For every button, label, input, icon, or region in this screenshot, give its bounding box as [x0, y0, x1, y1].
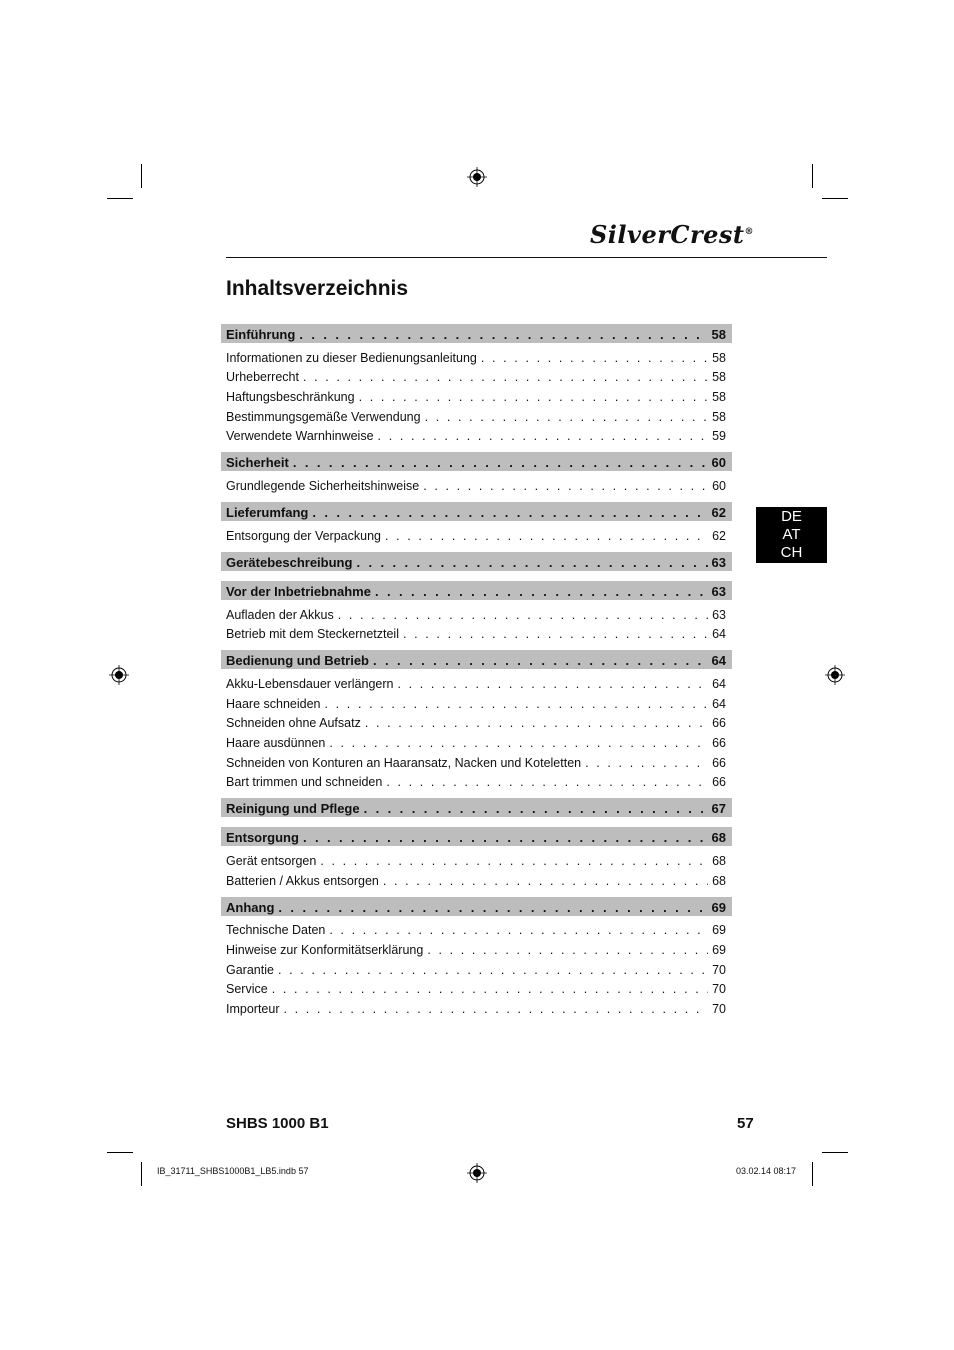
toc-entry[interactable] — [221, 868, 732, 888]
toc-section-title: Einführung — [226, 327, 296, 342]
leader-dots — [278, 963, 708, 977]
toc-entry-label: Batterien / Akkus entsorgen — [226, 873, 379, 888]
toc-entry[interactable] — [221, 523, 732, 543]
leader-dots — [365, 716, 708, 730]
toc-entry[interactable] — [221, 918, 732, 938]
toc-section-title: Entsorgung — [226, 830, 299, 846]
registration-mark-icon — [467, 167, 487, 187]
footer-model: SHBS 1000 B1 — [226, 1115, 329, 1132]
toc-section-heading[interactable] — [221, 552, 732, 571]
toc-entry-page: 58 — [712, 350, 726, 365]
toc-entry[interactable] — [221, 404, 732, 424]
language-code: CH — [780, 544, 803, 561]
toc-section-page: 63 — [711, 583, 726, 599]
toc-entry-page: 66 — [712, 755, 726, 770]
leader-dots — [423, 479, 708, 493]
page-title: Inhaltsverzeichnis — [226, 277, 409, 300]
toc-section — [221, 324, 732, 452]
toc-entry-page: 64 — [712, 696, 726, 711]
toc-section-heading[interactable] — [221, 452, 732, 471]
toc-entry-page: 64 — [712, 627, 726, 642]
toc-entry-page: 70 — [712, 1002, 726, 1017]
toc-section-heading[interactable] — [221, 798, 732, 817]
leader-dots — [325, 697, 708, 711]
leader-dots — [329, 923, 708, 937]
toc-section — [221, 581, 732, 650]
toc-entry[interactable] — [221, 730, 732, 750]
registered-mark: ® — [744, 227, 754, 237]
toc-entry[interactable] — [221, 977, 732, 997]
toc-section-page: 67 — [711, 801, 726, 817]
toc-section — [221, 897, 732, 1025]
leader-dots — [272, 982, 708, 996]
leader-dots — [284, 1002, 709, 1016]
toc-entry-label: Haare ausdünnen — [226, 735, 326, 750]
leader-dots — [383, 874, 708, 888]
toc-entry[interactable] — [221, 671, 732, 691]
toc-entry-page: 66 — [712, 735, 726, 750]
toc-entry-page: 66 — [712, 716, 726, 731]
toc-entry-page: 64 — [712, 676, 726, 691]
toc-section-title: Lieferumfang — [226, 505, 309, 521]
crop-mark — [141, 1162, 142, 1186]
toc-entry[interactable] — [221, 602, 732, 622]
brand-name: SilverCrest — [589, 220, 745, 249]
leader-dots — [356, 555, 707, 570]
toc-entry-page: 70 — [712, 982, 726, 997]
toc-section — [221, 552, 732, 581]
toc-entry-label: Service — [226, 982, 268, 997]
toc-entry-label: Informationen zu dieser Bedienungsanleitung — [226, 350, 477, 365]
toc-entry-label: Bestimmungsgemäße Verwendung — [226, 409, 421, 424]
leader-dots — [481, 351, 708, 365]
toc-entry-page: 70 — [712, 962, 726, 977]
toc-entry-label: Gerät entsorgen — [226, 854, 317, 868]
leader-dots — [378, 429, 708, 443]
toc-entry-page: 68 — [712, 854, 726, 868]
print-slug-date: 03.02.14 08:17 — [736, 1166, 797, 1176]
leader-dots — [312, 505, 707, 520]
leader-dots — [293, 455, 708, 470]
registration-mark-icon — [467, 1163, 487, 1183]
toc-entry[interactable] — [221, 365, 732, 385]
leader-dots — [303, 830, 708, 845]
toc-entry[interactable] — [221, 384, 732, 404]
leader-dots — [338, 608, 708, 622]
toc-entry-label: Betrieb mit dem Steckernetzteil — [226, 627, 399, 642]
toc-entry-page: 62 — [712, 528, 726, 543]
toc-section — [221, 502, 732, 552]
leader-dots — [375, 584, 708, 599]
toc-entry-page: 68 — [712, 873, 726, 888]
toc-entry-label: Hinweise zur Konformitätserklärung — [226, 943, 424, 958]
toc-section-page: 62 — [711, 505, 726, 521]
toc-entry-label: Haftungsbeschränkung — [226, 390, 355, 405]
crop-mark — [107, 1152, 133, 1153]
toc-section-heading[interactable] — [221, 502, 732, 521]
toc-entry-label: Entsorgung der Verpackung — [226, 528, 381, 543]
toc-section-title: Sicherheit — [226, 455, 289, 471]
toc-entry-label: Urheberrecht — [226, 370, 299, 385]
toc-entry[interactable] — [221, 691, 732, 711]
toc-entry-label: Bart trimmen und schneiden — [226, 775, 383, 790]
crop-mark — [822, 1152, 848, 1153]
leader-dots — [403, 627, 708, 641]
toc-entry-page: 69 — [712, 943, 726, 958]
page-number: 57 — [737, 1115, 754, 1132]
toc-entry-page: 58 — [712, 409, 726, 424]
toc-section — [221, 452, 732, 502]
toc-entry-label: Importeur — [226, 1002, 280, 1017]
toc-entry-page: 63 — [712, 607, 726, 622]
toc-section-heading[interactable] — [221, 650, 732, 669]
toc-section-title: Gerätebeschreibung — [226, 554, 353, 570]
toc-entry-label: Garantie — [226, 962, 274, 977]
leader-dots — [278, 900, 707, 915]
crop-mark — [107, 198, 133, 199]
toc-entry[interactable] — [221, 622, 732, 642]
registration-mark-icon — [109, 665, 129, 685]
leader-dots — [425, 410, 708, 424]
toc-entry-page: 69 — [712, 923, 726, 938]
toc-entry-page: 60 — [712, 479, 726, 494]
toc-entry[interactable] — [221, 848, 732, 868]
crop-mark — [822, 198, 848, 199]
toc-entry[interactable] — [221, 770, 732, 790]
toc-entry-label: Schneiden von Konturen an Haaransatz, Nacken und Koteletten — [226, 755, 582, 770]
toc-section-page: 68 — [711, 830, 726, 846]
toc-section — [221, 650, 732, 798]
leader-dots — [359, 390, 708, 404]
toc-entry[interactable] — [221, 345, 732, 365]
toc-section — [221, 798, 732, 827]
leader-dots — [329, 736, 708, 750]
toc-entry[interactable] — [221, 937, 732, 957]
toc-entry-label: Akku-Lebensdauer verlängern — [226, 676, 394, 691]
toc-entry-label: Technische Daten — [226, 923, 326, 938]
toc-entry[interactable] — [221, 711, 732, 731]
toc-section-heading[interactable] — [221, 827, 732, 846]
leader-dots — [299, 327, 707, 342]
table-of-contents — [221, 324, 732, 1025]
leader-dots — [385, 529, 708, 543]
toc-section-title: Bedienung und Betrieb — [226, 653, 369, 669]
header-divider — [226, 257, 827, 258]
leader-dots — [427, 943, 708, 957]
language-code: DE — [781, 508, 802, 525]
toc-entry-label: Aufladen der Akkus — [226, 607, 334, 622]
toc-entry-page: 59 — [712, 429, 726, 444]
toc-entry[interactable] — [221, 957, 732, 977]
toc-entry-label: Haare schneiden — [226, 696, 321, 711]
toc-section-title: Reinigung und Pflege — [226, 801, 360, 817]
toc-section-page: 58 — [711, 327, 726, 342]
leader-dots — [320, 854, 708, 868]
toc-entry[interactable] — [221, 473, 732, 493]
leader-dots — [364, 801, 708, 816]
toc-section-page: 60 — [711, 455, 726, 471]
toc-entry-page: 58 — [712, 390, 726, 405]
toc-entry[interactable] — [221, 424, 732, 444]
toc-entry-page: 58 — [712, 370, 726, 385]
toc-section-title: Vor der Inbetriebnahme — [226, 583, 371, 599]
print-slug-file: IB_31711_SHBS1000B1_LB5.indb 57 — [157, 1166, 309, 1176]
crop-mark — [812, 1162, 813, 1186]
toc-section-heading[interactable] — [221, 324, 732, 343]
leader-dots — [397, 677, 708, 691]
leader-dots — [585, 756, 708, 770]
toc-entry-label: Schneiden ohne Aufsatz — [226, 716, 361, 731]
crop-mark — [141, 164, 142, 188]
toc-section-title: Anhang — [226, 899, 275, 915]
toc-section — [221, 827, 732, 896]
toc-section-page: 63 — [711, 554, 726, 570]
language-badge — [756, 507, 827, 563]
toc-entry-label: Grundlegende Sicherheitshinweise — [226, 479, 420, 494]
leader-dots — [303, 370, 708, 384]
crop-mark — [812, 164, 813, 188]
language-code: AT — [782, 526, 801, 543]
toc-section-page: 69 — [711, 899, 726, 915]
toc-entry[interactable] — [221, 996, 732, 1016]
toc-entry-label: Verwendete Warnhinweise — [226, 429, 374, 444]
leader-dots — [373, 653, 708, 668]
toc-entry-page: 66 — [712, 775, 726, 790]
brand-logo — [590, 220, 754, 249]
toc-section-page: 64 — [711, 653, 726, 669]
toc-section-heading[interactable] — [221, 897, 732, 916]
toc-entry[interactable] — [221, 750, 732, 770]
leader-dots — [386, 775, 708, 789]
registration-mark-icon — [825, 665, 845, 685]
toc-section-heading[interactable] — [221, 581, 732, 600]
